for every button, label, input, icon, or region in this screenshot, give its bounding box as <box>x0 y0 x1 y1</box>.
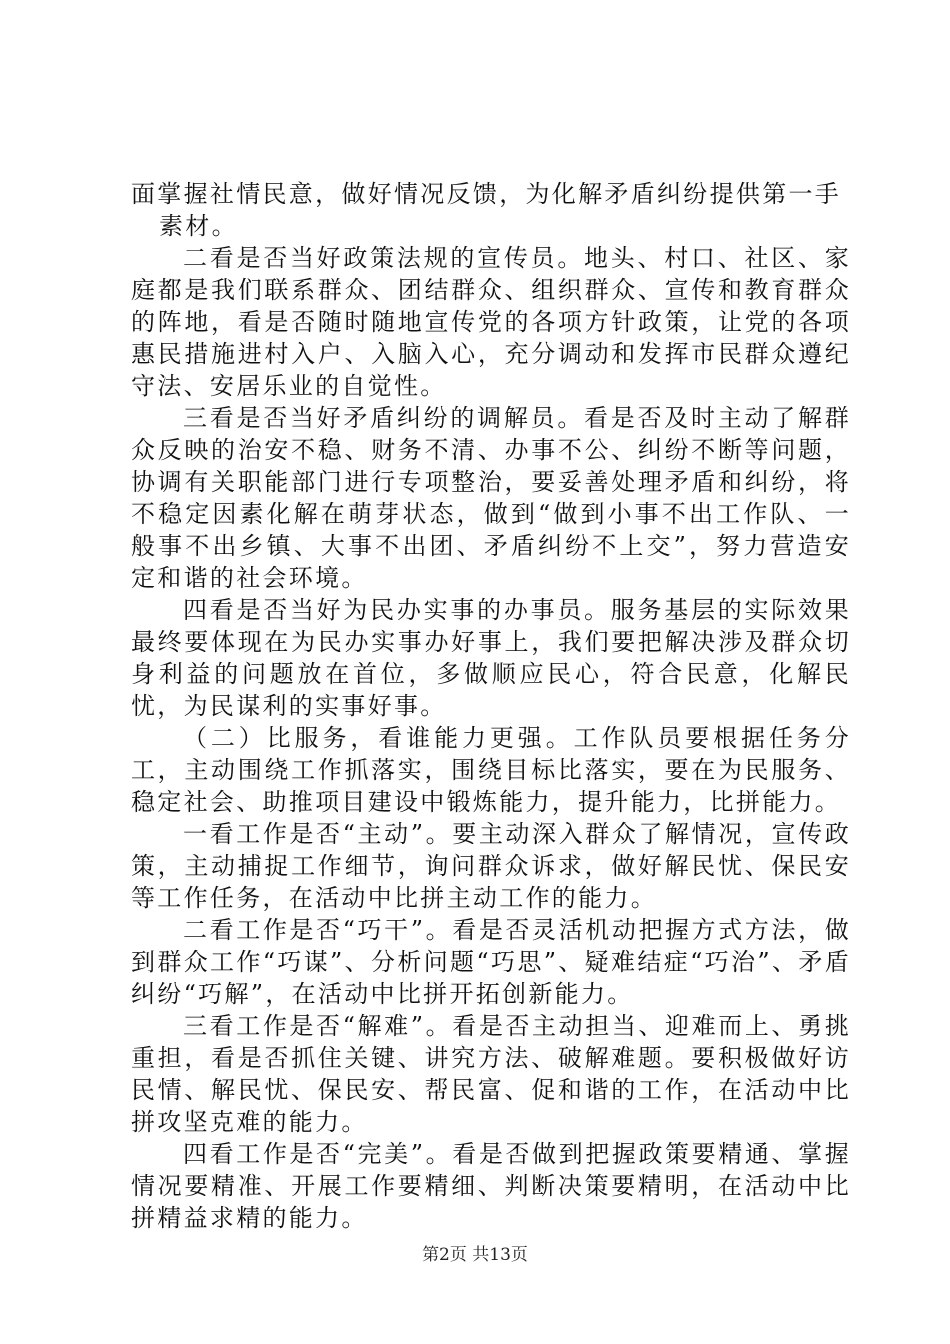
paragraph-work-initiative: 一看工作是否“主动”。要主动深入群众了解情况，宣传政策，主动捕捉工作细节，询问群众诉求，做好解民忧、保民安等工作任务，在活动中比拼主动工作的能力。 <box>131 820 851 912</box>
paragraph-work-smart: 二看工作是否“巧干”。看是否灵活机动把握方式方法，做到群众工作“巧谋”、分析问题“巧思”、疑难结症“巧治”、矛盾纠纷“巧解”，在活动中比拼开拓创新能力。 <box>131 916 851 1008</box>
document-body <box>131 178 851 1234</box>
page-number-footer: 第2页 共13页 <box>422 1245 528 1265</box>
paragraph-four-service: 四看是否当好为民办实事的办事员。服务基层的实际效果最终要体现在为民办实事办好事上，我们要把解决涉及群众切身利益的问题放在首位，多做顺应民心，符合民意，化解民忧，为民谋利的实事好事。 <box>131 596 851 720</box>
continued-paragraph <box>131 178 851 242</box>
continued-line-1: 面掌握社情民意，做好情况反馈，为化解矛盾纠纷提供第一手 <box>131 180 842 208</box>
paragraph-work-perfect: 四看工作是否“完美”。看是否做到把握政策要精通、掌握情况要精准、开展工作要精细、判断决策要精明，在活动中比拼精益求精的能力。 <box>131 1140 851 1232</box>
paragraph-three-mediation: 三看是否当好矛盾纠纷的调解员。看是否及时主动了解群众反映的治安不稳、财务不清、办事不公、纠纷不断等问题，协调有关职能部门进行专项整治，要妥善处理矛盾和纠纷，将不稳定因素化解在萌芽状态，做到“做到小事不出工作队、一般事不出乡镇、大事不出团、矛盾纠纷不上交”，努力营造安定和谐的社会环境。 <box>131 404 851 592</box>
paragraph-work-difficulty: 三看工作是否“解难”。看是否主动担当、迎难而上、勇挑重担，看是否抓住关键、讲究方法、破解难题。要积极做好访民情、解民忧、保民安、帮民富、促和谐的工作，在活动中比拼攻坚克难的能力。 <box>131 1012 851 1136</box>
section-heading-compare-service: （二）比服务，看谁能力更强。工作队员要根据任务分工，主动围绕工作抓落实，围绕目标比落实，要在为民服务、稳定社会、助推项目建设中锻炼能力，提升能力，比拼能力。 <box>131 724 851 816</box>
paragraph-two-policy: 二看是否当好政策法规的宣传员。地头、村口、社区、家庭都是我们联系群众、团结群众、组织群众、宣传和教育群众的阵地，看是否随时随地宣传党的各项方针政策，让党的各项惠民措施进村入户、入脑入心，充分调动和发挥市民群众遵纪守法、安居乐业的自觉性。 <box>131 244 851 400</box>
continued-line-2: 素材。 <box>159 212 238 240</box>
